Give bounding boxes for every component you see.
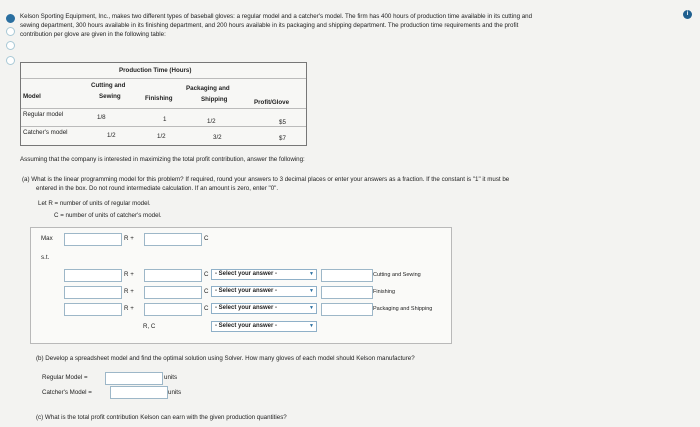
part-b-question: (b) Develop a spreadsheet model and find the optimal solution using Solver. How many gloves of each model should Kelson manufacture?: [36, 355, 415, 362]
c3-c-var: C: [204, 305, 209, 312]
c3-relation-select[interactable]: [211, 303, 317, 314]
nonneg-relation-select[interactable]: [211, 321, 317, 332]
let-c: C = number of units of catcher's model.: [54, 212, 162, 219]
header-model: Model: [23, 93, 41, 100]
nav-radio-2[interactable]: [6, 27, 15, 36]
c3-rhs-input[interactable]: [321, 303, 373, 316]
regular-units: units: [164, 374, 178, 381]
catcher-units: units: [168, 389, 182, 396]
st-label: s.t.: [41, 254, 50, 261]
chevron-down-icon: ▼: [309, 288, 314, 294]
objective-c-coef-input[interactable]: [144, 233, 202, 246]
row-regular-model: Regular model: [23, 111, 64, 118]
c3-r-plus: R +: [124, 305, 134, 312]
c1-label: Cutting and Sewing: [373, 272, 421, 278]
c1-rhs-input[interactable]: [321, 269, 373, 282]
let-r: Let R = number of units of regular model.: [38, 200, 151, 207]
lp-model-panel: [30, 227, 452, 344]
regular-model-label: Regular Model =: [42, 374, 88, 381]
header-packaging-1: Packaging and: [186, 85, 230, 92]
row-regular-finishing: 1: [163, 116, 167, 123]
table-title: Production Time (Hours): [119, 67, 192, 74]
c2-c-coef-input[interactable]: [144, 286, 202, 299]
max-label: Max: [41, 235, 53, 242]
production-table: [20, 62, 307, 146]
header-cutting-2: Sewing: [99, 93, 121, 100]
part-c-question: (c) What is the total profit contribution Kelson can earn with the given production quantities?: [36, 414, 287, 421]
c3-c-coef-input[interactable]: [144, 303, 202, 316]
row-catcher-packaging: 3/2: [213, 134, 222, 141]
intro-line-2: sewing department, 300 hours available in its finishing department, and 200 hours available in its packaging and shipping department. The production time requirements and the profit: [20, 22, 519, 29]
objective-c-var: C: [204, 235, 209, 242]
part-a-line-2: entered in the box. Do not round intermediate calculation. If an amount is zero, enter "0".: [36, 185, 279, 192]
c1-relation-select[interactable]: [211, 269, 317, 280]
intro-line-3: contribution per glove are given in the following table:: [20, 31, 166, 38]
header-profit: Profit/Glove: [254, 99, 290, 106]
c2-relation-select[interactable]: [211, 286, 317, 297]
c1-r-plus: R +: [124, 271, 134, 278]
c3-r-coef-input[interactable]: [64, 303, 122, 316]
row-catcher-profit: $7: [279, 135, 286, 142]
assumption-text: Assuming that the company is interested in maximizing the total profit contribution, answer the following:: [20, 156, 305, 163]
objective-r-plus: R +: [124, 235, 134, 242]
chevron-down-icon: ▼: [309, 305, 314, 311]
row-catcher-finishing: 1/2: [157, 133, 166, 140]
c2-r-plus: R +: [124, 288, 134, 295]
regular-model-input[interactable]: [105, 372, 163, 385]
c1-c-coef-input[interactable]: [144, 269, 202, 282]
c2-rhs-input[interactable]: [321, 286, 373, 299]
c1-c-var: C: [204, 271, 209, 278]
c3-relation-text: - Select your answer -: [215, 305, 278, 311]
part-a-line-1: (a) What is the linear programming model for this problem? If required, round your answers to 3 decimal places or enter your answers as a fraction. If the constant is "1" it must be: [22, 176, 510, 183]
nav-radio-4[interactable]: [6, 56, 15, 65]
chevron-down-icon: ▼: [309, 271, 314, 277]
c2-label: Finishing: [373, 289, 396, 295]
nav-radio-3[interactable]: [6, 41, 15, 50]
catcher-model-input[interactable]: [110, 386, 168, 399]
nonneg-relation-text: - Select your answer -: [215, 323, 278, 329]
intro-line-1: Kelson Sporting Equipment, Inc., makes two different types of baseball gloves: a regular model and a catcher's model. The firm has 400 hours of production time available in its cutting and: [20, 13, 533, 20]
chevron-down-icon: ▼: [309, 323, 314, 329]
row-catcher-cutting: 1/2: [107, 132, 116, 139]
c2-relation-text: - Select your answer -: [215, 288, 278, 294]
row-regular-profit: $5: [279, 119, 286, 126]
nav-radio-1[interactable]: [6, 14, 15, 23]
c1-relation-text: - Select your answer -: [215, 271, 278, 277]
nonneg-vars: R, C: [143, 323, 156, 330]
catcher-model-label: Catcher's Model =: [42, 389, 92, 396]
info-icon[interactable]: i: [683, 10, 692, 19]
c3-label: Packaging and Shipping: [373, 306, 433, 312]
c1-r-coef-input[interactable]: [64, 269, 122, 282]
c2-c-var: C: [204, 288, 209, 295]
objective-r-coef-input[interactable]: [64, 233, 122, 246]
header-finishing: Finishing: [145, 95, 173, 102]
row-catcher-model: Catcher's model: [23, 129, 68, 136]
row-regular-cutting: 1/8: [97, 114, 106, 121]
c2-r-coef-input[interactable]: [64, 286, 122, 299]
header-packaging-2: Shipping: [201, 96, 228, 103]
header-cutting-1: Cutting and: [91, 82, 126, 89]
row-regular-packaging: 1/2: [207, 118, 216, 125]
